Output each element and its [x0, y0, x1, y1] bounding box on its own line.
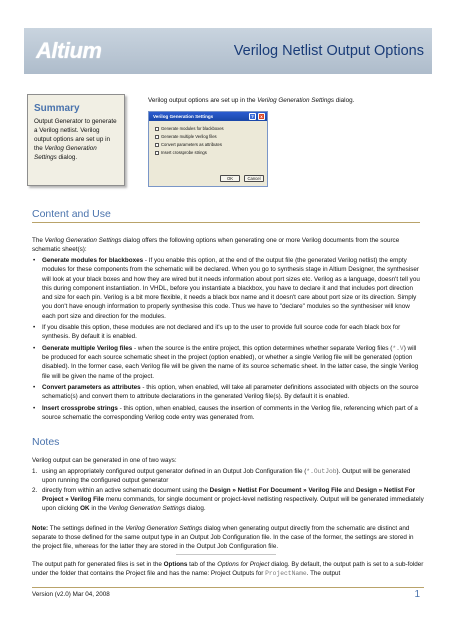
dialog-cancel-button: Cancel	[244, 175, 264, 182]
altium-logo: Altium	[36, 38, 102, 63]
dialog-option-label: Generate modules for blackboxes	[161, 126, 224, 131]
help-icon: ?	[249, 113, 256, 120]
intro-text-part: Verilog output options are set up in the	[148, 97, 258, 104]
item-text: ). Output will be generated upon running the configured output generator	[42, 468, 411, 485]
item-number: 1.	[32, 468, 38, 475]
item-text: menu commands, for single document or project-level netlisting respectively. Output will be generated immediately upon clicking	[42, 495, 424, 513]
text-part: tab of the	[187, 561, 218, 568]
bullet-text: - when the source is the entire project, this option determines whether separate Verilog files (	[132, 344, 393, 352]
project-name-placeholder: ProjectName	[265, 570, 307, 578]
output-path-paragraph	[32, 560, 424, 578]
list-item	[32, 256, 424, 321]
text-part: The	[32, 237, 45, 244]
summary-text	[34, 117, 118, 162]
close-icon: x	[258, 113, 265, 120]
footer-version: Version (v2.0) Mar 04, 2008	[32, 591, 110, 598]
menu-path: Design » Netlist For Project » Verilog File	[42, 486, 416, 503]
bullet-text: ) will be produced for each source schematic sheet in the project (option enabled), or whether a single Verilog file will be generated (option disabled). In the former case, each Verilog file will be given the name of its source schematic sheet. In the latter case, the single Verilog file will be given the name of the project.	[42, 344, 419, 380]
options-bullet-list	[32, 256, 424, 425]
dialog-title: Verilog Generation Settings	[153, 114, 214, 119]
list-item	[32, 344, 424, 381]
dialog-option-label: Insert crossprobe strings	[161, 150, 207, 155]
dialog-option-blackboxes	[155, 126, 224, 131]
section-separator	[176, 554, 276, 555]
notes-intro: Verilog output can be generated in one of two ways:	[32, 457, 177, 464]
list-item	[32, 323, 424, 342]
checkbox-icon	[155, 151, 159, 155]
checkbox-icon	[155, 127, 159, 131]
verilog-settings-dialog-screenshot	[148, 111, 268, 187]
dialog-option-multiple-files	[155, 134, 217, 139]
text-part: . The output	[306, 570, 341, 578]
dialog-ok-button: OK	[220, 175, 240, 182]
bullet-term: Generate modules for blackboxes	[42, 257, 144, 264]
menu-path: Design » Netlist For Document » Verilog File	[209, 486, 342, 494]
text-bold: Options	[163, 561, 188, 568]
text-italic: Verilog Generation Settings	[44, 237, 122, 244]
item-text: and	[341, 486, 356, 494]
dialog-option-attributes	[155, 142, 222, 147]
item-text: directly from within an active schematic document using the	[42, 486, 210, 494]
bullet-term: Generate multiple Verilog files	[42, 344, 133, 352]
footer-divider	[32, 587, 424, 588]
dialog-option-crossprobe	[155, 150, 207, 155]
bullet-term: Insert crossprobe strings	[42, 404, 118, 412]
summary-text-italic: Verilog Generation Settings	[34, 145, 97, 161]
bullet-text: - this option, when enabled, will take all parameter definitions associated with objects on the source schematic(s) and convert them to attribute declarations in the generated Verilog file(s). By default it is enabled.	[42, 384, 419, 401]
bullet-text: - this option, when enabled, causes the insertion of comments in the Verilog file, referencing which part of a source schematic the corresponding Verilog code entry was generated from.	[42, 404, 418, 422]
intro-text	[148, 97, 354, 104]
summary-text-part: dialog.	[56, 154, 78, 161]
list-item	[32, 383, 424, 402]
bullet-term: Convert parameters as attributes	[42, 384, 141, 392]
summary-text-part: Output Generator to generate a Verilog netlist. Verilog output options are set up in the	[34, 118, 117, 152]
text-part: dialog. By default, the output path is set to a sub-folder under the folder that contains the Project file and has the name: Project Outputs for	[32, 561, 424, 578]
bullet-text: If you disable this option, these modules are not declared and it's up to the user to provide full source code for each black box for synthesis. By default it is enabled.	[42, 324, 401, 341]
note-label: Note:	[32, 525, 49, 532]
text-italic: Verilog Generation Settings	[125, 525, 203, 532]
item-text: in the	[89, 505, 109, 513]
intro-text-italic: Verilog Generation Settings	[257, 97, 335, 104]
notes-numbered-list	[32, 467, 424, 513]
list-item	[32, 404, 424, 423]
page-number: 1	[414, 589, 420, 600]
text-italic: Options for Project	[217, 561, 270, 568]
intro-text-part: dialog.	[334, 97, 355, 104]
list-item	[32, 486, 424, 514]
text-part: The output path for generated files is set in the	[32, 561, 164, 568]
checkbox-icon	[155, 143, 159, 147]
text-part: The settings defined in the	[48, 525, 126, 532]
page-header-banner	[24, 28, 432, 74]
dialog-option-label: Convert parameters as attributes	[161, 142, 222, 147]
dialog-reference: Verilog Generation Settings	[108, 505, 186, 513]
item-number: 2.	[32, 486, 38, 494]
file-extension: *.OutJob	[306, 468, 337, 475]
item-text: dialog.	[185, 505, 206, 513]
summary-title: Summary	[34, 103, 80, 114]
file-extension: *.V	[392, 344, 404, 352]
page-title: Verilog Netlist Output Options	[233, 43, 424, 59]
heading-divider	[32, 222, 420, 223]
summary-box	[27, 94, 125, 186]
content-intro-paragraph	[32, 236, 424, 254]
text-part: dialog when generating output directly from the schematic are distinct and separate to those defined for the same output type in an Output Job Configuration file. In the case of the former, the settings are stored in the project file, whereas for the latter they are stored in the Output Job Configuration file.	[32, 525, 414, 551]
item-text: using an appropriately configured output generator defined in an Output Job Configuration file (	[42, 468, 307, 475]
ok-reference: OK	[80, 505, 90, 513]
bullet-text: - If you enable this option, at the end of the output file (the generated Verilog netlist) the empty modules for these components from the schematic will be declared. When you go to synthesis stage in Altium Designer, the synthesiser will look at your black boxes and how they are wired but it needs information about port sizes etc. Verilog as a language, doesn't tell you this during component instantiation. In VHDL, before you instantiate a blackbox, you have to declare it and that includes port direction and size for each pin. Verilog is a bit more flexible, it needs a black box name and it doesn't care about port size or its direction. Simply you don't have enough information to properly synthesise this code. Thus we have to "declare" modules so the synthesiser will know each port size and direction for the modules.	[42, 257, 420, 320]
text-part: dialog offers the following options when generating one or more Verilog documents from the source schematic sheet(s):	[32, 237, 400, 254]
dialog-titlebar	[149, 112, 267, 121]
list-item	[32, 467, 424, 486]
note-paragraph	[32, 524, 424, 552]
notes-heading: Notes	[32, 436, 60, 448]
content-heading: Content and Use	[32, 208, 111, 220]
dialog-option-label: Generate multiple Verilog files	[161, 134, 217, 139]
checkbox-icon	[155, 135, 159, 139]
